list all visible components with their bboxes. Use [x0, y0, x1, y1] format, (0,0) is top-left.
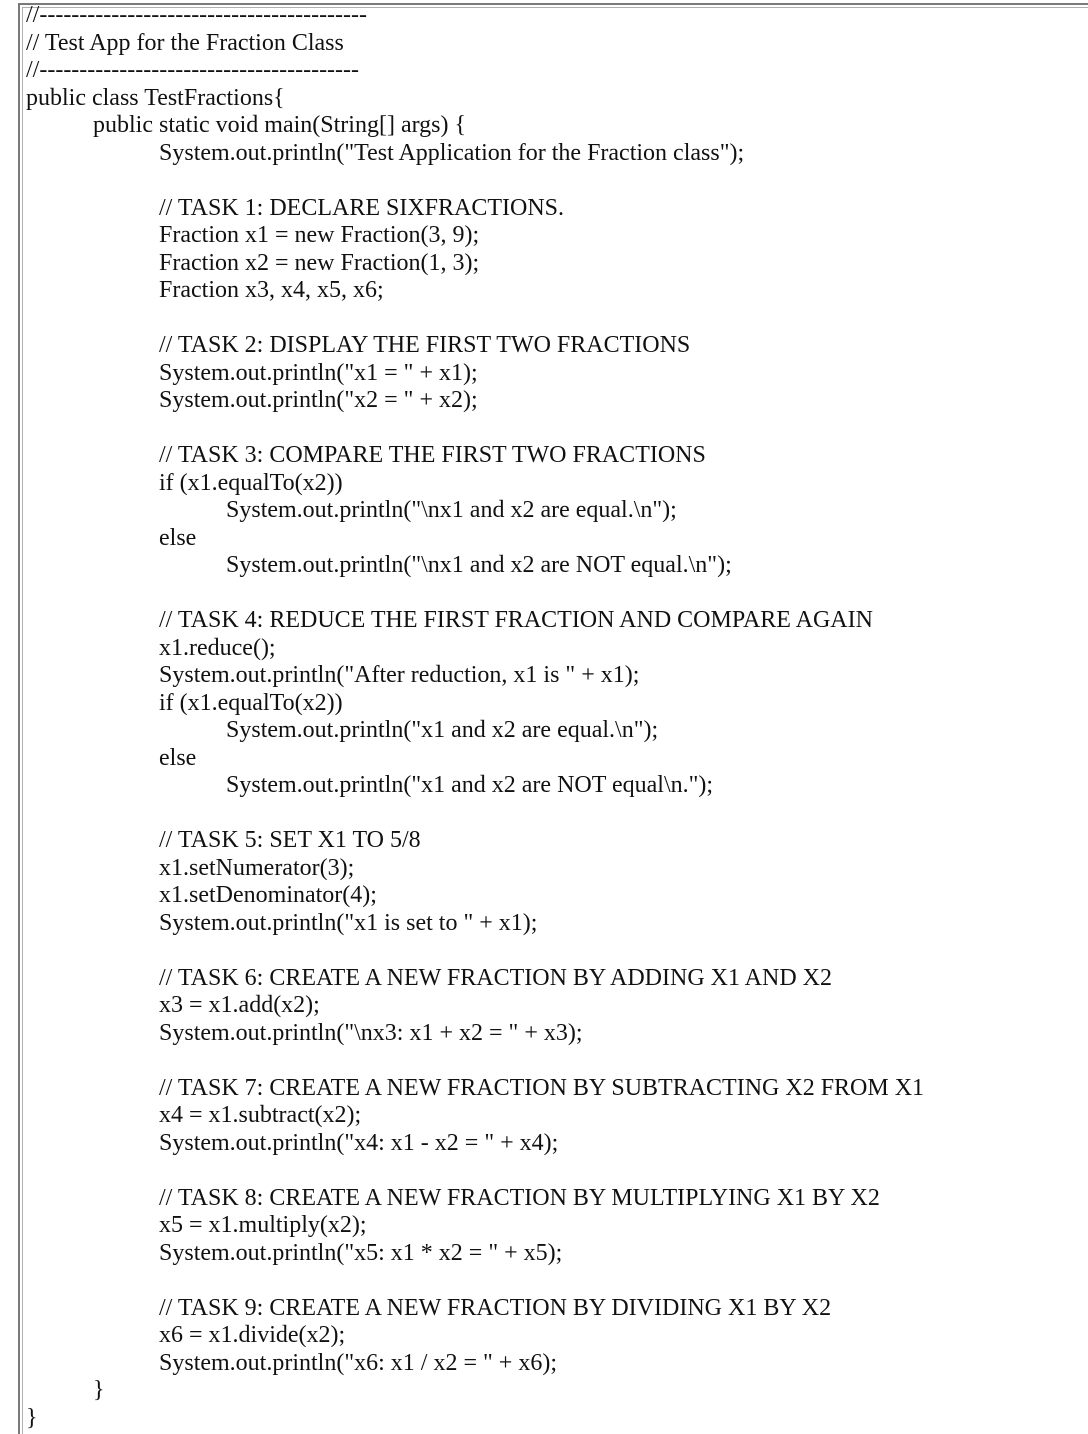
blank-line — [26, 415, 1086, 443]
code-line: // TASK 6: CREATE A NEW FRACTION BY ADDING X1 AND X2 — [159, 964, 833, 991]
blank-line — [26, 305, 1086, 333]
code-line: public class TestFractions{ — [26, 84, 285, 111]
code-line: System.out.println("x4: x1 - x2 = " + x4); — [159, 1129, 559, 1156]
code-line: System.out.println("x2 = " + x2); — [159, 387, 478, 413]
blank-line — [26, 800, 1086, 828]
frame-border-left-inner — [22, 7, 23, 1434]
code-line: public static void main(String[] args) { — [93, 112, 467, 138]
code-listing — [26, 2, 1086, 1432]
code-line: //----------------------------------------- — [26, 2, 368, 28]
code-line: } — [93, 1377, 105, 1403]
blank-line — [26, 1047, 1086, 1075]
code-line: //---------------------------------------- — [26, 57, 360, 83]
code-line: System.out.println("\nx1 and x2 are NOT equal.\n"); — [226, 552, 732, 578]
code-line: // TASK 9: CREATE A NEW FRACTION BY DIVIDING X1 BY X2 — [159, 1294, 832, 1321]
code-line: else — [159, 524, 197, 551]
code-line: Fraction x1 = new Fraction(3, 9); — [159, 222, 480, 248]
blank-line — [26, 167, 1086, 195]
code-line: x1.reduce(); — [159, 634, 276, 661]
blank-line — [26, 937, 1086, 965]
code-line: // TASK 2: DISPLAY THE FIRST TWO FRACTIONS — [159, 332, 691, 358]
code-line: System.out.println("\nx3: x1 + x2 = " + x3); — [159, 1019, 583, 1046]
code-line: System.out.println("x1 is set to " + x1); — [159, 909, 538, 936]
code-line: Fraction x2 = new Fraction(1, 3); — [159, 249, 480, 276]
code-line: System.out.println("x5: x1 * x2 = " + x5); — [159, 1239, 563, 1266]
code-line: System.out.println("x1 and x2 are NOT equal\n."); — [226, 772, 714, 798]
code-line: System.out.println("x6: x1 / x2 = " + x6); — [159, 1349, 557, 1376]
code-line: x4 = x1.subtract(x2); — [159, 1102, 362, 1128]
code-line: } — [26, 1404, 38, 1431]
code-line: // TASK 5: SET X1 TO 5/8 — [159, 827, 421, 853]
code-line: // TASK 4: REDUCE THE FIRST FRACTION AND COMPARE AGAIN — [159, 607, 873, 633]
code-line: else — [159, 744, 197, 771]
code-line: System.out.println("After reduction, x1 is " + x1); — [159, 662, 640, 688]
code-line: // TASK 3: COMPARE THE FIRST TWO FRACTIONS — [159, 442, 706, 468]
code-line: System.out.println("x1 and x2 are equal.\n"); — [226, 717, 659, 743]
blank-line — [26, 1267, 1086, 1295]
code-line: // TASK 1: DECLARE SIXFRACTIONS. — [159, 194, 565, 221]
blank-line — [26, 580, 1086, 608]
code-line: if (x1.equalTo(x2)) — [159, 469, 343, 496]
code-line: // TASK 7: CREATE A NEW FRACTION BY SUBTRACTING X2 FROM X1 — [159, 1074, 925, 1101]
code-line: x6 = x1.divide(x2); — [159, 1322, 346, 1348]
code-line: System.out.println("x1 = " + x1); — [159, 359, 478, 386]
code-line: x1.setNumerator(3); — [159, 854, 355, 881]
code-line: x5 = x1.multiply(x2); — [159, 1212, 367, 1238]
code-line: if (x1.equalTo(x2)) — [159, 689, 343, 716]
code-line: System.out.println("Test Application for the Fraction class"); — [159, 139, 745, 166]
code-line: x3 = x1.add(x2); — [159, 992, 320, 1018]
code-line: // Test App for the Fraction Class — [26, 29, 344, 56]
blank-line — [26, 1157, 1086, 1185]
frame-border-left — [18, 3, 20, 1434]
code-line: // TASK 8: CREATE A NEW FRACTION BY MULTIPLYING X1 BY X2 — [159, 1184, 880, 1211]
code-line: x1.setDenominator(4); — [159, 882, 377, 908]
code-line: Fraction x3, x4, x5, x6; — [159, 277, 384, 303]
code-line: System.out.println("\nx1 and x2 are equal.\n"); — [226, 497, 677, 523]
